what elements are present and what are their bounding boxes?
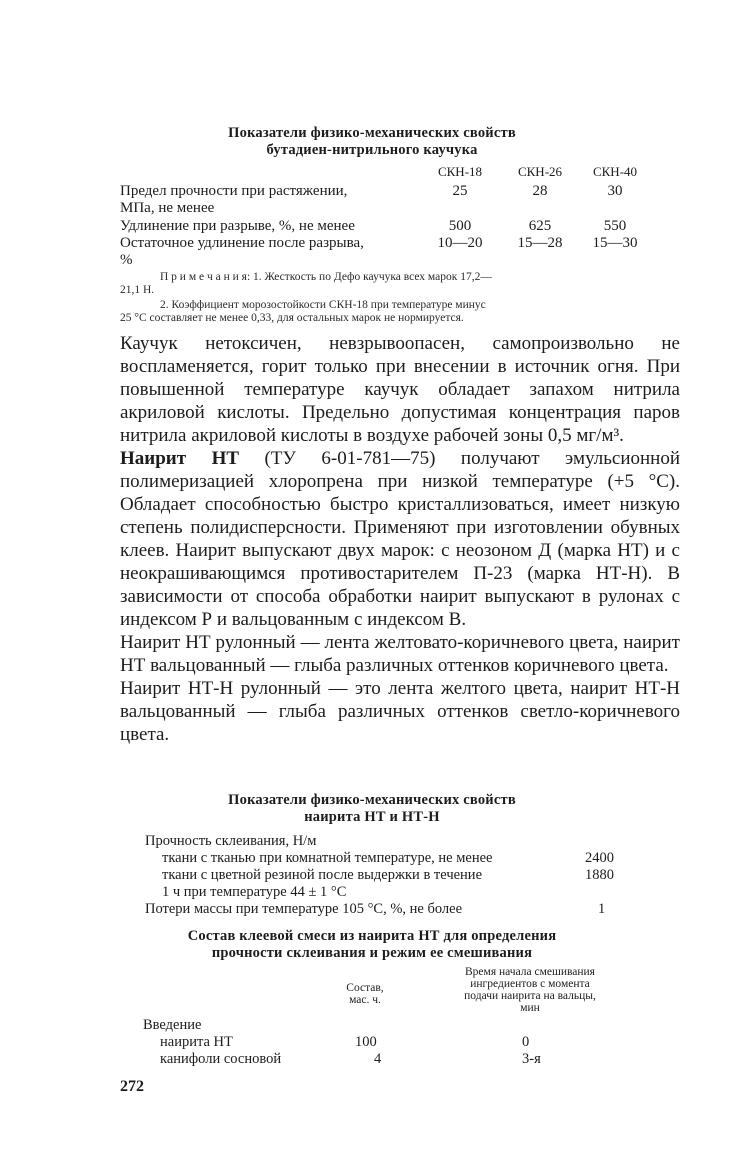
table1-row3-label-cont: % (120, 252, 133, 268)
table3-title-line2: прочности склеивания и режим ее смешивания (211, 945, 533, 961)
table1-note1-cont: 21,1 Н. (120, 284, 155, 296)
table3-row2-time: 3-я (522, 1051, 541, 1067)
table3-col-mass-line1: Состав, (346, 982, 384, 994)
paragraph-2-term: Наирит НТ (120, 448, 240, 469)
table1-row1-val2: 28 (532, 183, 548, 199)
table1-row3-label: Остаточное удлинение после разрыва, (120, 235, 364, 251)
table1-row1-label: Предел прочности при растяжении, (120, 183, 348, 199)
table3-row1-time: 0 (522, 1034, 530, 1050)
table1-row3-val1: 10—20 (437, 235, 483, 251)
table2-title-line2: наирита НТ и НТ-Н (304, 809, 440, 825)
table2-row-adhesion: Прочность склеивания, Н/м (145, 833, 317, 849)
table2-title-line1: Показатели физико-механических свойств (228, 792, 516, 808)
table3-row2-label: канифоли сосновой (160, 1051, 282, 1067)
body-text (120, 332, 680, 746)
table3-col-time-line2: ингредиентов с момента (470, 978, 590, 990)
table1-note1: П р и м е ч а н и я: 1. Жесткость по Дефо каучука всех марок 17,2— (160, 271, 492, 283)
table2-row-rubber-value: 1880 (585, 867, 614, 883)
table1-col-skn40: СКН-40 (592, 164, 638, 179)
table3-row1-mass: 100 (355, 1034, 377, 1050)
table1-row3-val2: 15—28 (517, 235, 563, 251)
table3-col-time-line4: мин (520, 1002, 540, 1014)
paragraph-4: Наирит НТ-Н рулонный — это лента желтого цвета, наирит НТ-Н вальцованный — глыба различных оттенков светло-коричневого цвета. (120, 678, 680, 745)
paragraph-2-text: (ТУ 6-01-781—75) получают эмульсионной полимеризацией хлоропрена при низкой температуре (+5 °С). Обладает способностью быстро кристаллизоваться, имеет низкую степень полидисперсности. Применяют при изготовлении обувных клеев. Наирит выпускают двух марок: с неозоном Д (марка НТ) и с неокрашивающимся противостарителем П-23 (марка НТ-Н). В зависимости от способа обработки наирит выпускают в рулонах с индексом Р и вальцованным с индексом В. (120, 448, 680, 630)
table2-row-fabric-label: ткани с тканью при комнатной температуре, не менее (162, 850, 493, 866)
table2-row-fabric-value: 2400 (585, 850, 614, 866)
table2-row-rubber-label: ткани с цветной резиной после выдержки в течение (162, 867, 483, 883)
table1-row1-label-cont: МПа, не менее (120, 200, 215, 216)
table1-row2-val2: 625 (528, 218, 552, 234)
paragraph-1: Каучук нетоксичен, невзрывоопасен, самопроизвольно не воспламеняется, горит только при внесении в источник огня. При повышенной температуре каучук обладает запахом нитрила акриловой кислоты. Предельно допустимая концентрация паров нитрила акриловой кислоты в воздухе рабочей зоны 0,5 мг/м³. (120, 333, 680, 446)
table1-title-line1: Показатели физико-механических свойств (228, 125, 516, 141)
table2-row-mass-loss-label: Потери массы при температуре 105 °С, %, не более (145, 901, 463, 917)
table1-note2: 2. Коэффициент морозостойкости СКН-18 при температуре минус (160, 299, 486, 311)
table3-col-time-line3: подачи наирита на вальцы, (464, 990, 596, 1002)
table1-title-line2: бутадиен-нитрильного каучука (266, 142, 478, 158)
paragraph-3: Наирит НТ рулонный — лента желтовато-коричневого цвета, наирит НТ вальцованный — глыба различных оттенков коричневого цвета. (120, 632, 680, 676)
table3-col-mass-line2: мас. ч. (349, 994, 381, 1006)
table1-row2-label: Удлинение при разрыве, %, не менее (120, 218, 355, 234)
table1-row1-val3: 30 (607, 183, 623, 199)
table3-group-label: Введение (143, 1017, 202, 1033)
table1-note2-cont: 25 °С составляет не менее 0,33, для остальных марок не нормируется. (120, 312, 464, 324)
page-number: 272 (120, 1078, 144, 1095)
table1-row3-val3: 15—30 (592, 235, 638, 251)
table1-col-skn18: СКН-18 (437, 164, 483, 179)
paragraph-2 (120, 447, 680, 631)
table3-title-line1: Состав клеевой смеси из наирита НТ для определения (187, 928, 557, 944)
table2-row-rubber-cont: 1 ч при температуре 44 ± 1 °С (162, 884, 347, 900)
table1-row1-val1: 25 (452, 183, 468, 199)
table3-row2-mass: 4 (374, 1051, 382, 1067)
table1-row2-val3: 550 (603, 218, 627, 234)
table1-row2-val1: 500 (448, 218, 472, 234)
table3-col-time-line1: Время начала смешивания (465, 966, 595, 978)
table2-row-mass-loss-value: 1 (598, 901, 606, 917)
table1-col-skn26: СКН-26 (517, 164, 563, 179)
table3-row1-label: наирита НТ (160, 1034, 233, 1050)
